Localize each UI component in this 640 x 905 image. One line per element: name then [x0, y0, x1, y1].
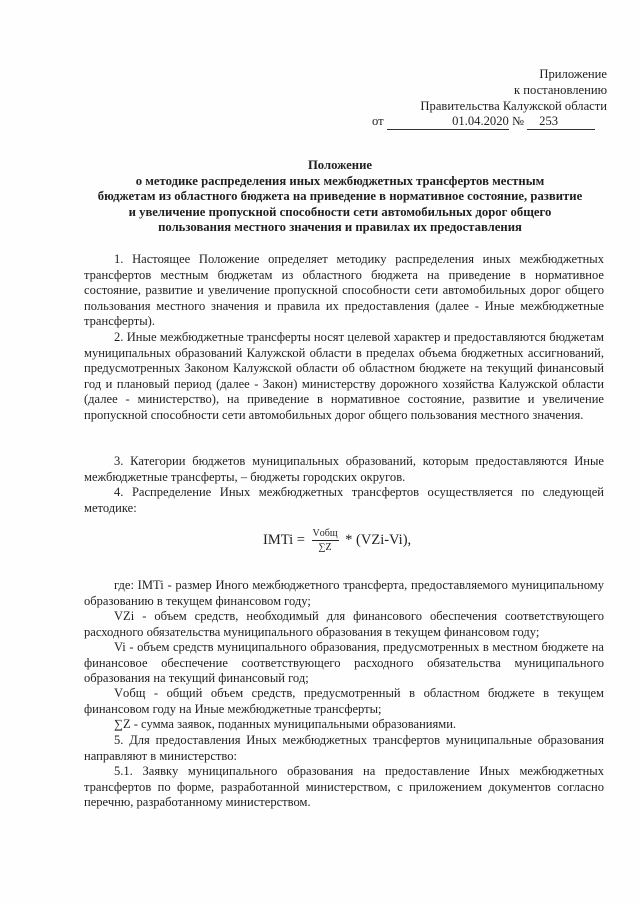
- title-line-4: и увеличение пропускной способности сети автомобильных дорог общего: [128, 204, 552, 219]
- title-line-3: бюджетам из областного бюджета на приведение в нормативное состояние, развитие: [97, 189, 583, 204]
- title-line-1: Положение: [307, 158, 373, 172]
- number-sign: №: [511, 114, 524, 128]
- date-from-label: от: [372, 114, 384, 128]
- date-line: [372, 113, 595, 130]
- paragraph-1: 1. Настоящее Положение определяет методику распределения иных межбюджетных трансфертов местным бюджетам из областного бюджета на приведение в нормативное состояние, развитие и увеличение пропускной способности сети автомобильных дорог общего пользования местного значения и правила их предоставления (далее - Иные межбюджетные трансферты).: [84, 252, 604, 329]
- paragraph-4: 4. Распределение Иных межбюджетных трансфертов осуществляется по следующей методике:: [84, 485, 604, 515]
- formula-fraction: [312, 528, 339, 553]
- formula-numerator: Vобщ: [312, 528, 338, 539]
- appendix-label: Приложение: [539, 67, 607, 81]
- paragraph-3: 3. Категории бюджетов муниципальных образований, которым предоставляются Иные межбюджетные трансферты, – бюджеты городских округов.: [84, 454, 604, 484]
- definition-sum-z: ∑Z - сумма заявок, поданных муниципальными образованиями.: [114, 717, 457, 731]
- date-value: 01.04.2020: [387, 113, 509, 130]
- title-line-2: о методике распределения иных межбюджетных трансфертов местным: [135, 173, 545, 188]
- document-number: 253: [527, 113, 595, 130]
- formula-rhs: * (VZi-Vi),: [345, 531, 412, 548]
- formula-denominator: ∑Z: [318, 542, 332, 553]
- definition-vi: Vi - объем средств муниципального образования, предусмотренных в местном бюджете на финансовое обеспечение соответствующего расходного обязательства муниципального образования на текущий финансовый год;: [84, 640, 604, 686]
- government-label: Правительства Калужской области: [420, 99, 607, 113]
- paragraph-2: 2. Иные межбюджетные трансферты носят целевой характер и предоставляются бюджетам муниципальных образований Калужской области в пределах объема бюджетных ассигнований, предусмотренных Законом Калужской области об областном бюджете на текущий финансовый год и плановый период (далее - Закон) министерству дорожного хозяйства Калужской области (далее - министерство), на приведение в нормативное состояние, развитие и увеличение пропускной способности сети автомобильных дорог общего пользования местного значения.: [84, 330, 604, 422]
- definition-vobsh: Vобщ - общий объем средств, предусмотренный в областном бюджете в текущем финансовом году на Иные межбюджетные трансферты;: [84, 686, 604, 716]
- distribution-formula: [263, 528, 411, 553]
- document-title: [70, 158, 610, 236]
- title-line-5: пользования местного значения и правилах их предоставления: [158, 220, 522, 235]
- definition-vzi: VZi - объем средств, необходимый для финансового обеспечения соответствующего расходного обязательства муниципального образования в текущем финансовом году;: [84, 609, 604, 639]
- formula-lhs: IMTi =: [263, 531, 305, 548]
- definition-imti: где: IMTi - размер Иного межбюджетного трансферта, предоставляемого муниципальному образованию в текущем финансовом году;: [84, 578, 604, 608]
- paragraph-5-1: 5.1. Заявку муниципального образования на предоставление Иных межбюджетных трансфертов по форме, разработанной министерством, с приложением документов согласно перечню, разработанному министерством.: [84, 764, 604, 810]
- paragraph-5: 5. Для предоставления Иных межбюджетных трансфертов муниципальные образования направляют в министерство:: [84, 733, 604, 763]
- resolution-label: к постановлению: [513, 83, 607, 97]
